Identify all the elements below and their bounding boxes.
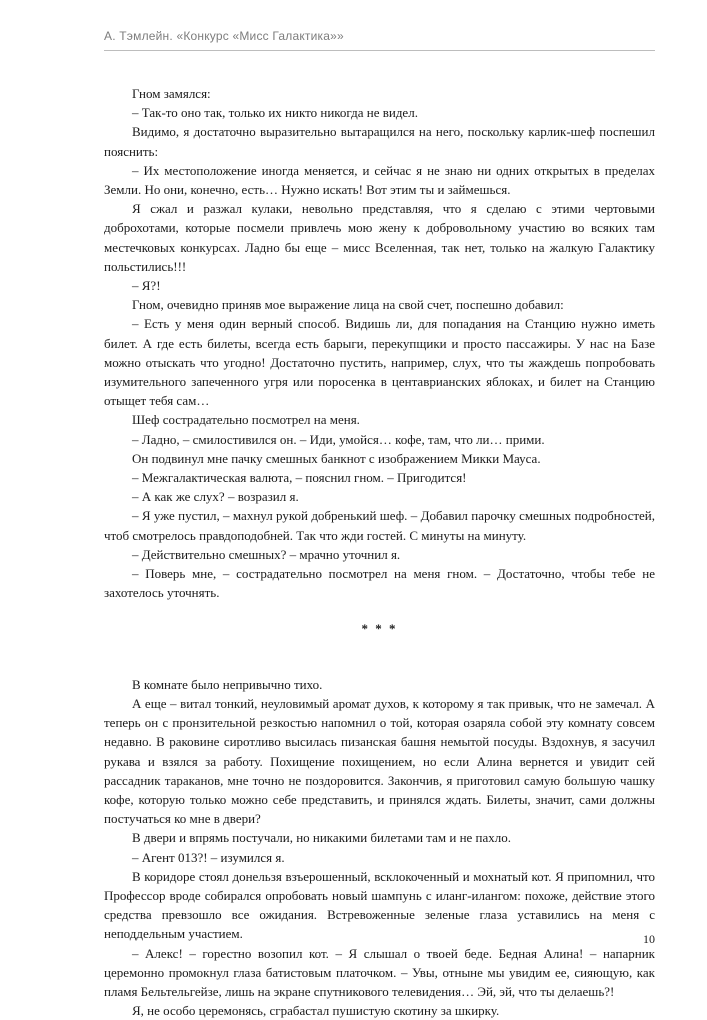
paragraph: Он подвинул мне пачку смешных банкнот с изображением Микки Мауса. bbox=[132, 450, 541, 466]
main-text bbox=[104, 84, 655, 1020]
paragraph: – А как же слух? – возразил я. bbox=[132, 489, 299, 505]
paragraph: – Так-то оно так, только их никто никогда не видел. bbox=[132, 105, 418, 121]
header-divider bbox=[104, 50, 655, 51]
paragraph: В коридоре стоял донельзя взъерошенный, всклокоченный и мохнатый кот. Я припомнил, что Профессор вроде собирался опробовать новый шампунь с иланг-илангом: похоже, действие этого средства превзошло все ожидания. Встревоженные зеленые глаза уставились на меня с неподдельным участием. bbox=[104, 868, 655, 942]
paragraph: Шеф сострадательно посмотрел на меня. bbox=[132, 412, 360, 428]
paragraph: Гном, очевидно приняв мое выражение лица на свой счет, поспешно добавил: bbox=[132, 297, 564, 313]
paragraph: – Ладно, – смилостивился он. – Иди, умойся… кофе, там, что ли… прими. bbox=[132, 431, 545, 447]
paragraph: – Я?! bbox=[132, 278, 161, 294]
paragraph: – Алекс! – горестно возопил кот. – Я слышал о твоей беде. Бедная Алина! – напарник церемонно промокнул глаза батистовым платочком. – Увы, отныне мы увидим ее, сияющую, как пламя Бельтельгейзе, лишь на экране спутникового телевидения… Эй, эй, что ты делаешь?! bbox=[104, 945, 655, 999]
paragraph: Видимо, я достаточно выразительно вытаращился на него, поскольку карлик-шеф поспешил пояснить: bbox=[104, 124, 655, 159]
running-header: А. Тэмлейн. «Конкурс «Мисс Галактика»» bbox=[104, 29, 344, 43]
text-section-before bbox=[104, 84, 655, 602]
paragraph: – Есть у меня один верный способ. Видишь ли, для попадания на Станцию нужно иметь билет. А где есть билеты, всегда есть барыги, перекупщики и просто пассажиры. У нас на Базе можно отыскать что угодно! Достаточно пустить, например, слух, что ты жаждешь попробовать изумительного запеченного угря или поросенка в центаврианских яблоках, и билет на Станцию отыщет тебя сам… bbox=[104, 316, 655, 409]
section-separator: * * * bbox=[361, 621, 398, 637]
paragraph: – Их местоположение иногда меняется, и сейчас я не знаю ни одних открытых в пределах Земли. Но они, конечно, есть… Нужно искать! Вот этим ты и займешься. bbox=[104, 162, 655, 198]
text-section-after bbox=[104, 675, 655, 1020]
paragraph: – Агент 013?! – изумился я. bbox=[132, 849, 285, 865]
paragraph: – Действительно смешных? – мрачно уточнил я. bbox=[132, 546, 401, 562]
page-number: 10 bbox=[643, 932, 655, 946]
paragraph: – Поверь мне, – сострадательно посмотрел на меня гном. – Достаточно, чтобы тебе не захотелось уточнять. bbox=[104, 566, 655, 601]
paragraph: Я, не особо церемонясь, сграбастал пушистую скотину за шкирку. bbox=[132, 1003, 500, 1019]
paragraph: В комнате было непривычно тихо. bbox=[132, 676, 323, 692]
paragraph: А еще – витал тонкий, неуловимый аромат духов, к которому я так привык, что не замечал. А теперь он с пронзительной резкостью напомнил о той, которая озаряла собой эту комнату совсем недавно. В раковине сиротливо высилась пизанская башня немытой посуды. Вздохнув, я засучил рукава и взялся за работу. Похищение похищением, но если Алина вернется и увидит сей рассадник тараканов, мне точно не поздоровится. Закончив, я приготовил самую большую чашку кофе, которую только можно себе представить, и принялся ждать. Билеты, значит, сами должны постучаться ко мне в двери? bbox=[104, 695, 655, 827]
paragraph: Гном замялся: bbox=[132, 86, 211, 101]
paragraph: Я сжал и разжал кулаки, невольно представляя, что я сделаю с этими чертовыми доброхотами, которые посмели привлечь мою жену к добровольному участию во всяких там местечковых конкурсах. Ладно бы еще – мисс Вселенная, так нет, только на жалкую Галактику польстились!!! bbox=[104, 201, 655, 274]
paragraph: – Межгалактическая валюта, – пояснил гном. – Пригодится! bbox=[132, 470, 467, 486]
paragraph: В двери и впрямь постучали, но никакими билетами там и не пахло. bbox=[132, 830, 512, 846]
paragraph: – Я уже пустил, – махнул рукой добренький шеф. – Добавил парочку смешных подробностей, чтоб смотрелось правдоподобней. Так что жди гостей. С минуты на минуту. bbox=[104, 508, 655, 543]
